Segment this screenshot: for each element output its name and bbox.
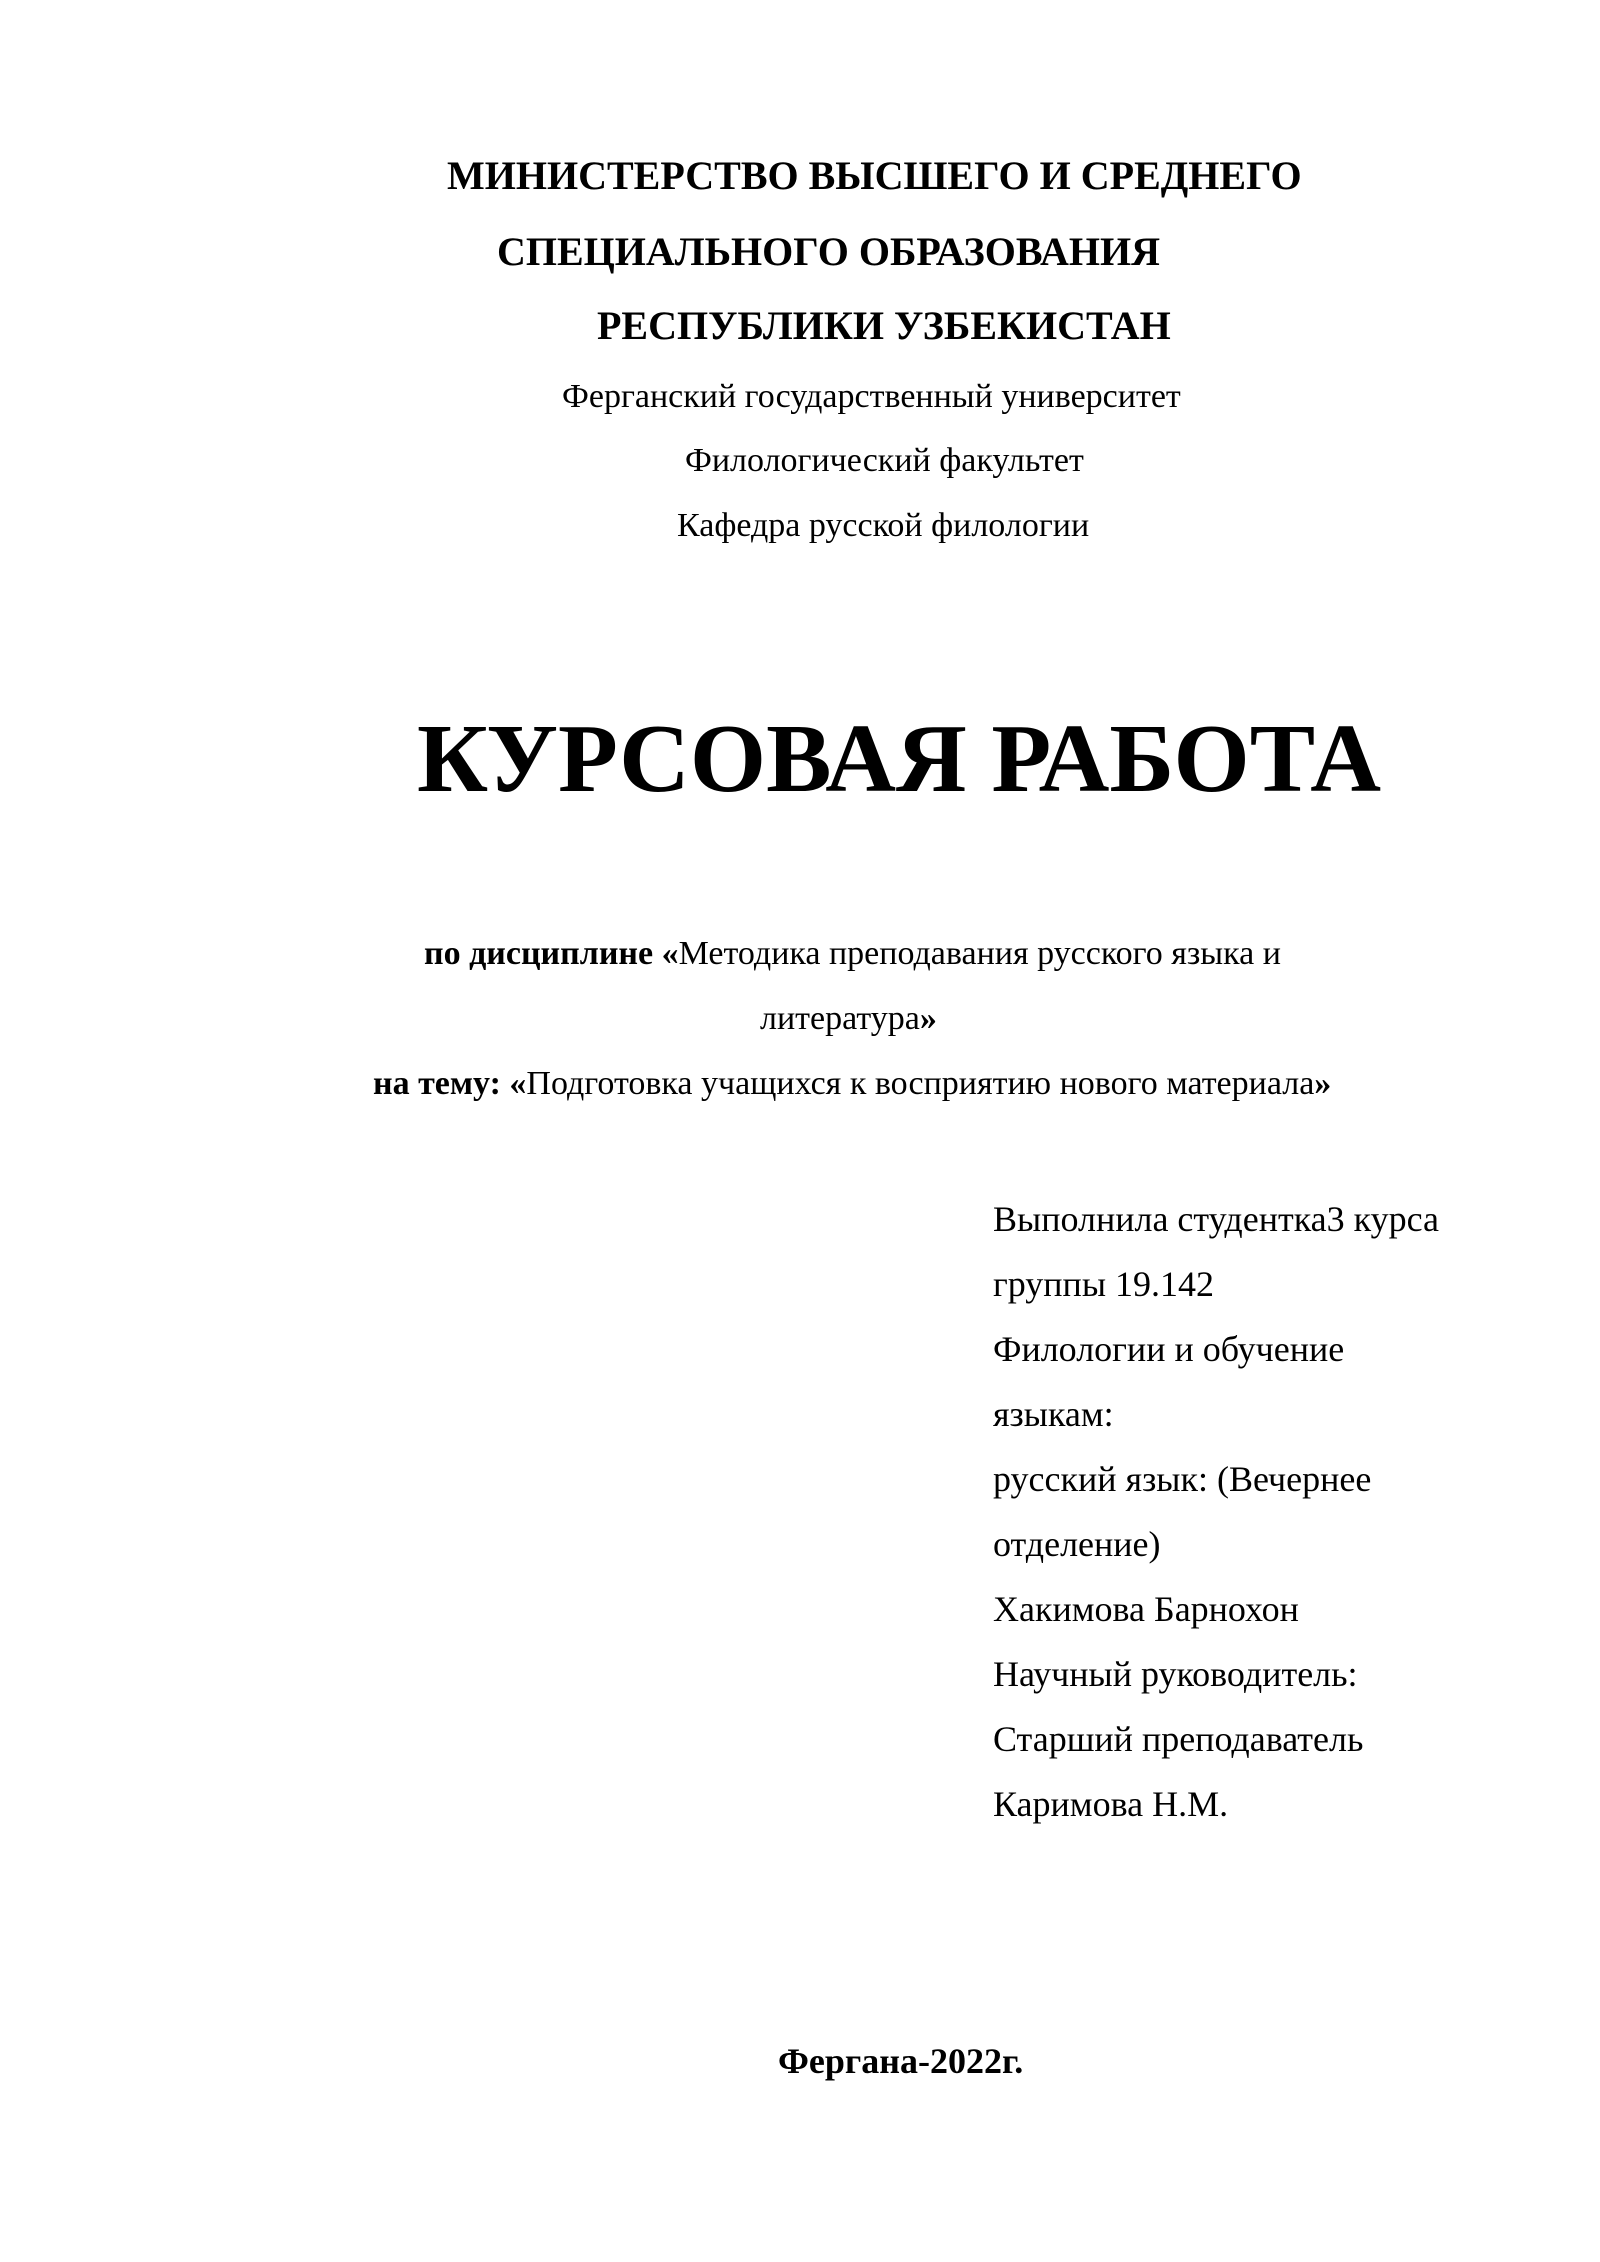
author-line: языкам: bbox=[993, 1394, 1114, 1434]
department-name: Кафедра русской филологии bbox=[677, 507, 1090, 544]
university-name: Ферганский государственный университет bbox=[562, 378, 1181, 415]
discipline-label: по дисциплине bbox=[424, 935, 662, 972]
author-line: русский язык: (Вечернее bbox=[993, 1459, 1372, 1499]
faculty-name: Филологический факультет bbox=[685, 442, 1084, 479]
author-line: отделение) bbox=[993, 1524, 1161, 1564]
ministry-header-line-2: СПЕЦИАЛЬНОГО ОБРАЗОВАНИЯ bbox=[497, 229, 1160, 274]
document-title: КУРСОВАЯ РАБОТА bbox=[417, 705, 1382, 813]
author-line: Научный руководитель: bbox=[993, 1654, 1358, 1694]
author-block bbox=[993, 1187, 1553, 1837]
discipline-open-quote: « bbox=[661, 935, 679, 972]
ministry-header-line-3: РЕСПУБЛИКИ УЗБЕКИСТАН bbox=[597, 303, 1171, 348]
city-year: Фергана-2022г. bbox=[778, 2041, 1024, 2081]
ministry-header-line-1: МИНИСТЕРСТВО ВЫСШЕГО И СРЕДНЕГО bbox=[447, 153, 1302, 198]
discipline-close-quote: » bbox=[919, 1000, 937, 1037]
topic-value: Подготовка учащихся к восприятию нового материала bbox=[526, 1065, 1315, 1102]
discipline-value-part-1: Методика преподавания русского языка и bbox=[678, 935, 1281, 972]
discipline-value-part-2: литература bbox=[760, 1000, 920, 1037]
discipline-line-2 bbox=[760, 1000, 937, 1038]
topic-label: на тему: bbox=[373, 1065, 510, 1102]
author-line: Филологии и обучение bbox=[993, 1329, 1345, 1369]
discipline-line-1 bbox=[424, 935, 1281, 973]
author-line: группы 19.142 bbox=[993, 1264, 1215, 1304]
topic-line bbox=[373, 1065, 1331, 1103]
author-line: Каримова Н.М. bbox=[993, 1784, 1229, 1824]
author-line: Старший преподаватель bbox=[993, 1719, 1364, 1759]
author-line: Хакимова Барнохон bbox=[993, 1589, 1299, 1629]
topic-close-quote: » bbox=[1314, 1065, 1332, 1102]
author-line: Выполнила студентка3 курса bbox=[993, 1199, 1439, 1239]
topic-open-quote: « bbox=[509, 1065, 527, 1102]
